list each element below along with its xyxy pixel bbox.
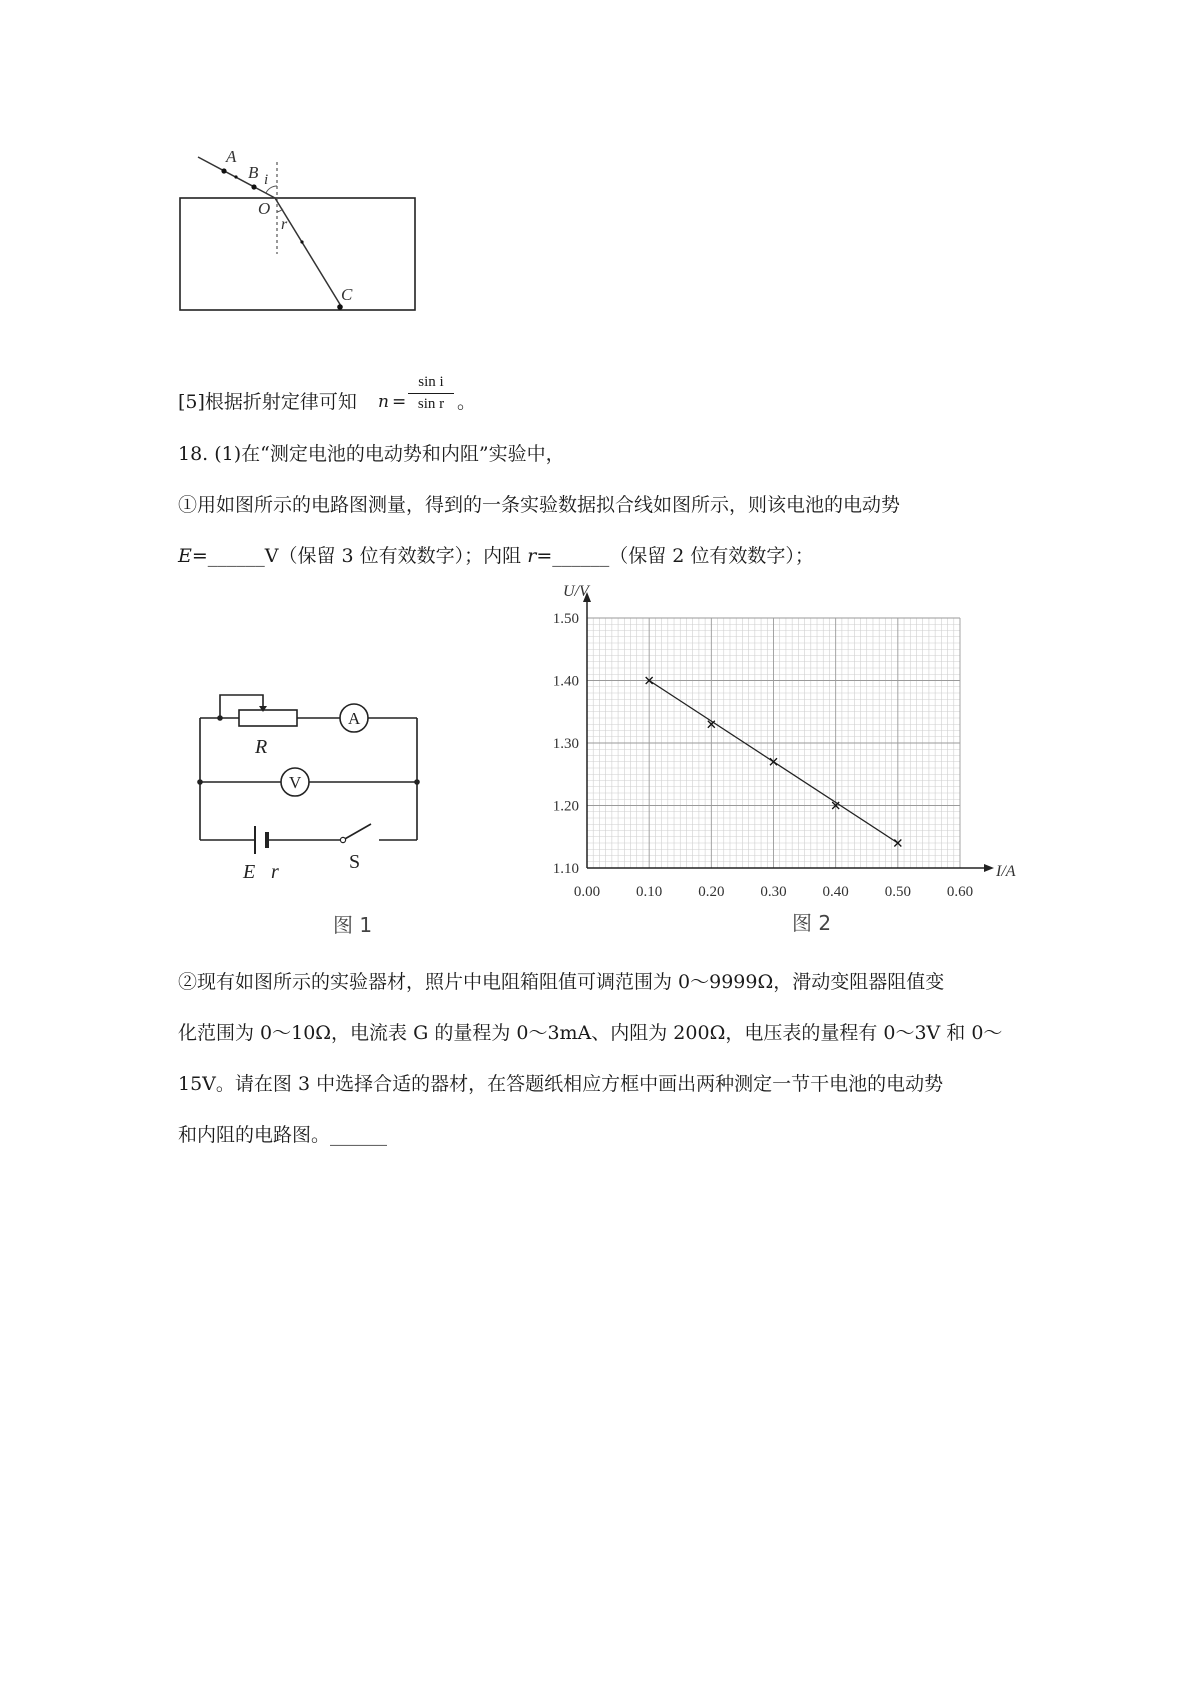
part2-line-4: 和内阻的电路图。______ bbox=[178, 1124, 388, 1146]
glass-block bbox=[180, 198, 415, 310]
internal-r-label: r bbox=[271, 861, 279, 883]
switch-label: S bbox=[349, 851, 361, 873]
line-5-prefix: [5]根据折射定律可知 bbox=[178, 391, 357, 413]
question-18-title: 18. (1)在“测定电池的电动势和内阻”实验中， bbox=[178, 443, 565, 465]
label-a: A bbox=[226, 147, 237, 166]
x-axis-label: I/A bbox=[996, 863, 1016, 880]
x-tick-label: 0.50 bbox=[884, 884, 911, 900]
line-5-n: n bbox=[378, 392, 389, 412]
x-tick-label: 0.00 bbox=[573, 884, 601, 900]
slider-arrowhead bbox=[259, 706, 267, 712]
x-tick-label: 0.40 bbox=[822, 884, 849, 900]
question-18-part1-line1: ①用如图所示的电路图测量，得到的一条实验数据拟合线如图所示，则该电池的电动势 bbox=[178, 494, 901, 516]
figure-2-caption: 图 2 bbox=[792, 911, 832, 935]
pin-b bbox=[251, 184, 256, 189]
y-tick-label: 1.50 bbox=[552, 611, 579, 627]
node-mid-left bbox=[197, 779, 203, 785]
figure-1-caption: 图 1 bbox=[333, 913, 373, 937]
switch-blade bbox=[343, 824, 371, 840]
pin-small-2 bbox=[300, 240, 303, 243]
ui-chart bbox=[520, 580, 1020, 940]
axes bbox=[583, 592, 994, 872]
emf-label: E bbox=[243, 861, 256, 883]
symbol-r: r bbox=[527, 545, 537, 567]
fraction-bar bbox=[408, 393, 454, 394]
part2-line-2: 化范围为 0～10Ω，电流表 G 的量程为 0～3mA、内阻为 200Ω，电压表的量程有 0～3V 和 0～ bbox=[178, 1022, 1003, 1044]
question-18-part1-line2 bbox=[178, 542, 814, 570]
node-top-left bbox=[217, 715, 223, 721]
fraction-numerator: sin i bbox=[418, 374, 444, 390]
pin-a bbox=[221, 168, 226, 173]
pin-small-1 bbox=[234, 175, 237, 178]
label-i: i bbox=[264, 172, 269, 188]
label-o: O bbox=[258, 199, 271, 218]
refraction-fraction bbox=[408, 374, 454, 413]
x-tick-label: 0.30 bbox=[760, 884, 787, 900]
y-tick-label: 1.40 bbox=[552, 673, 579, 690]
part2-line-3: 15V。请在图 3 中选择合适的器材，在答题纸相应方框中画出两种测定一节干电池的电动势 bbox=[178, 1073, 944, 1095]
part1-line2-a: =______V（保留 3 位有效数字）；内阻 bbox=[191, 545, 528, 567]
voltmeter-label: V bbox=[289, 773, 302, 792]
node-mid-right bbox=[414, 779, 420, 785]
y-tick-label: 1.10 bbox=[552, 861, 579, 877]
rheostat-slider-wire bbox=[220, 695, 263, 718]
rheostat-body bbox=[239, 710, 297, 726]
pin-c bbox=[337, 304, 343, 310]
y-tick-label: 1.20 bbox=[552, 798, 579, 815]
switch-contact bbox=[340, 837, 345, 842]
label-c: C bbox=[341, 285, 353, 304]
rheostat-label: R bbox=[255, 736, 268, 758]
x-tick-label: 0.10 bbox=[636, 884, 663, 900]
symbol-e: E bbox=[178, 545, 192, 567]
ammeter-label: A bbox=[348, 709, 361, 728]
label-r: r bbox=[281, 216, 288, 233]
line-5-suffix: 。 bbox=[457, 391, 477, 413]
y-axis-label: U/V bbox=[563, 583, 589, 600]
label-b: B bbox=[248, 163, 259, 182]
x-tick-label: 0.20 bbox=[698, 884, 725, 900]
circuit-figure-1 bbox=[185, 670, 435, 940]
x-axis-arrow bbox=[984, 864, 994, 872]
line-5-eq: = bbox=[392, 392, 407, 412]
refraction-figure bbox=[170, 140, 440, 340]
part1-line2-b: =______（保留 2 位有效数字）； bbox=[536, 545, 814, 567]
x-tick-label: 0.60 bbox=[946, 884, 974, 900]
part2-line-1: ②现有如图所示的实验器材，照片中电阻箱阻值可调范围为 0～9999Ω，滑动变阻器阻值变 bbox=[178, 971, 945, 993]
y-tick-label: 1.30 bbox=[552, 736, 579, 752]
refracted-ray bbox=[275, 198, 341, 306]
fraction-denominator: sin r bbox=[417, 396, 445, 412]
